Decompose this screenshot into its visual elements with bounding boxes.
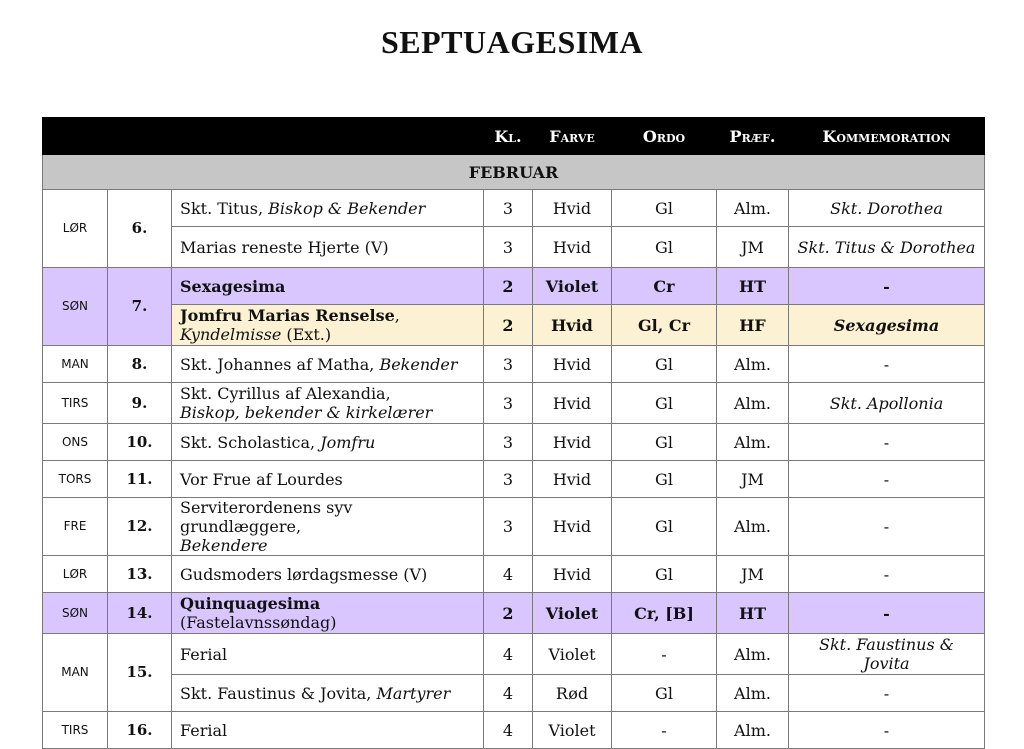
feast-name: Quinquagesima (Fastelavnssøndag) (172, 593, 484, 634)
date: 7. (108, 268, 172, 346)
ordo-cell: Cr (612, 268, 717, 305)
ordo-cell: Gl, Cr (612, 305, 717, 346)
weekday: MAN (43, 634, 108, 712)
table-row (43, 675, 985, 712)
table-row (43, 346, 985, 383)
farve-cell: Hvid (533, 461, 612, 498)
kommemoration-cell: - (789, 346, 985, 383)
date: 10. (108, 424, 172, 461)
feast-name: Skt. Faustinus & Jovita, Martyrer (172, 675, 484, 712)
page-title: SEPTUAGESIMA (380, 24, 644, 60)
farve-cell: Violet (533, 712, 612, 749)
table-row (43, 556, 985, 593)
weekday: ONS (43, 424, 108, 461)
weekday: TIRS (43, 383, 108, 424)
praef-cell: JM (717, 227, 789, 268)
kommemoration-cell: Skt. Apollonia (789, 383, 985, 424)
kl-cell: 3 (484, 346, 533, 383)
kl-cell: 3 (484, 227, 533, 268)
kommemoration-cell: - (789, 675, 985, 712)
feast-name: Jomfru Marias Renselse, Kyndelmisse (Ext.) (172, 305, 484, 346)
praef-cell: Alm. (717, 346, 789, 383)
ordo-cell: Gl (612, 498, 717, 556)
table-row (43, 712, 985, 749)
kommemoration-cell: - (789, 712, 985, 749)
table-row (43, 227, 985, 268)
farve-cell: Rød (533, 675, 612, 712)
kommemoration-cell: - (789, 498, 985, 556)
weekday: TORS (43, 461, 108, 498)
kl-cell: 4 (484, 634, 533, 675)
weekday: SØN (43, 268, 108, 346)
header-kl: Kl. (484, 118, 533, 155)
weekday: LØR (43, 190, 108, 268)
kl-cell: 2 (484, 268, 533, 305)
kommemoration-cell: Skt. Titus & Dorothea (789, 227, 985, 268)
feast-name: Gudsmoders lørdagsmesse (V) (172, 556, 484, 593)
kl-cell: 3 (484, 383, 533, 424)
feast-name: Ferial (172, 712, 484, 749)
farve-cell: Hvid (533, 498, 612, 556)
feast-name: Sexagesima (172, 268, 484, 305)
feast-name: Skt. Cyrillus af Alexandia, Biskop, bekender & kirkelærer (172, 383, 484, 424)
header-praef: Præf. (717, 118, 789, 155)
table-row (43, 593, 985, 634)
kommemoration-cell: Skt. Faustinus & Jovita (789, 634, 985, 675)
ordo-cell: Gl (612, 675, 717, 712)
kommemoration-cell: - (789, 593, 985, 634)
date: 16. (108, 712, 172, 749)
table-row (43, 268, 985, 305)
month-label: FEBRUAR (43, 155, 985, 190)
feast-name: Skt. Titus, Biskop & Bekender (172, 190, 484, 227)
weekday: FRE (43, 498, 108, 556)
praef-cell: Alm. (717, 634, 789, 675)
praef-cell: Alm. (717, 498, 789, 556)
date: 15. (108, 634, 172, 712)
kl-cell: 2 (484, 593, 533, 634)
feast-name: Marias reneste Hjerte (V) (172, 227, 484, 268)
table-row (43, 498, 985, 556)
praef-cell: HF (717, 305, 789, 346)
table-row (43, 383, 985, 424)
kommemoration-cell: Sexagesima (789, 305, 985, 346)
ordo-cell: Gl (612, 190, 717, 227)
weekday: LØR (43, 556, 108, 593)
feast-name: Skt. Scholastica, Jomfru (172, 424, 484, 461)
month-row (43, 155, 985, 190)
praef-cell: HT (717, 268, 789, 305)
praef-cell: Alm. (717, 190, 789, 227)
ordo-cell: Gl (612, 383, 717, 424)
feast-name: Serviterordenens syv grundlæggere, Bekendere (172, 498, 484, 556)
farve-cell: Violet (533, 268, 612, 305)
ordo-cell: Gl (612, 424, 717, 461)
weekday: SØN (43, 593, 108, 634)
ordo-cell: - (612, 634, 717, 675)
ordo-cell: Cr, [B] (612, 593, 717, 634)
header-farve: Farve (533, 118, 612, 155)
kommemoration-cell: - (789, 268, 985, 305)
praef-cell: HT (717, 593, 789, 634)
date: 13. (108, 556, 172, 593)
kl-cell: 3 (484, 498, 533, 556)
kl-cell: 3 (484, 424, 533, 461)
farve-cell: Hvid (533, 383, 612, 424)
farve-cell: Violet (533, 634, 612, 675)
table-row (43, 424, 985, 461)
ordo-cell: - (612, 712, 717, 749)
farve-cell: Hvid (533, 346, 612, 383)
kl-cell: 4 (484, 675, 533, 712)
farve-cell: Violet (533, 593, 612, 634)
header-ordo: Ordo (612, 118, 717, 155)
date: 12. (108, 498, 172, 556)
kl-cell: 2 (484, 305, 533, 346)
kl-cell: 4 (484, 712, 533, 749)
ordo-cell: Gl (612, 227, 717, 268)
ordo-cell: Gl (612, 346, 717, 383)
farve-cell: Hvid (533, 556, 612, 593)
kl-cell: 3 (484, 461, 533, 498)
table-row (43, 461, 985, 498)
praef-cell: Alm. (717, 424, 789, 461)
praef-cell: Alm. (717, 675, 789, 712)
header-kommemoration: Kommemoration (789, 118, 985, 155)
ordo-cell: Gl (612, 461, 717, 498)
praef-cell: Alm. (717, 712, 789, 749)
kl-cell: 4 (484, 556, 533, 593)
kommemoration-cell: Skt. Dorothea (789, 190, 985, 227)
feast-name: Vor Frue af Lourdes (172, 461, 484, 498)
kommemoration-cell: - (789, 556, 985, 593)
ordo-cell: Gl (612, 556, 717, 593)
kommemoration-cell: - (789, 424, 985, 461)
praef-cell: JM (717, 461, 789, 498)
weekday: TIRS (43, 712, 108, 749)
farve-cell: Hvid (533, 424, 612, 461)
farve-cell: Hvid (533, 227, 612, 268)
kl-cell: 3 (484, 190, 533, 227)
feast-name: Skt. Johannes af Matha, Bekender (172, 346, 484, 383)
date: 6. (108, 190, 172, 268)
kommemoration-cell: - (789, 461, 985, 498)
farve-cell: Hvid (533, 305, 612, 346)
date: 8. (108, 346, 172, 383)
farve-cell: Hvid (533, 190, 612, 227)
liturgical-calendar-table (42, 117, 985, 749)
date: 11. (108, 461, 172, 498)
praef-cell: JM (717, 556, 789, 593)
table-row (43, 634, 985, 675)
date: 14. (108, 593, 172, 634)
table-header-row (43, 118, 985, 155)
table-row (43, 190, 985, 227)
feast-name: Ferial (172, 634, 484, 675)
weekday: MAN (43, 346, 108, 383)
table-row (43, 305, 985, 346)
date: 9. (108, 383, 172, 424)
praef-cell: Alm. (717, 383, 789, 424)
